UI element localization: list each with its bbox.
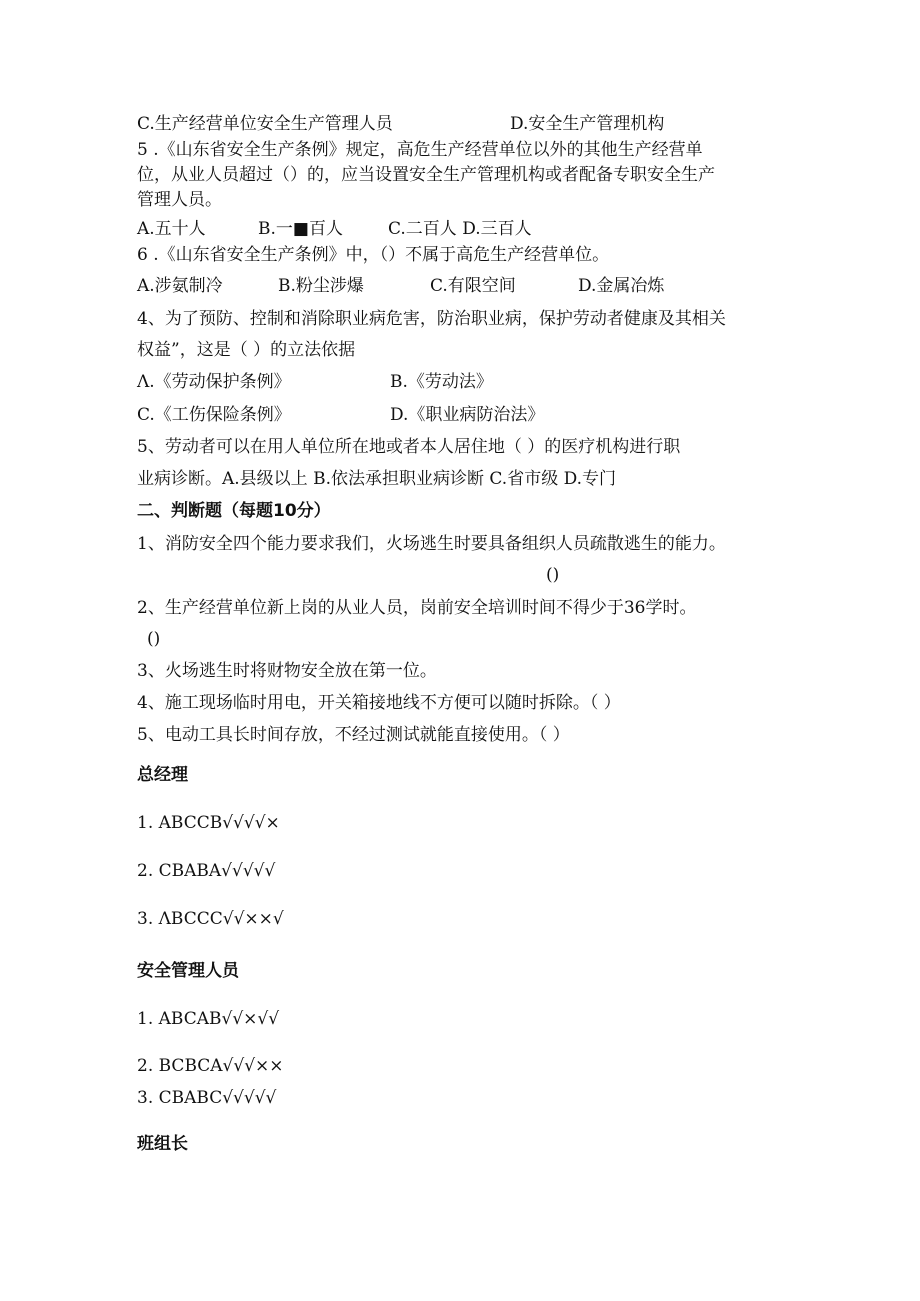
question-text: 6 .《山东省安全生产条例》中，（）不属于高危生产经营单位。 bbox=[137, 245, 610, 265]
answer-group-title: 安全管理人员 bbox=[137, 961, 239, 981]
answer-line: 1. ABCAB√√×√√ bbox=[137, 1009, 280, 1029]
option-a: Λ.《劳动保护条例》 bbox=[137, 372, 291, 392]
option-b: B.一■百人 bbox=[258, 219, 343, 239]
judgment-item: 1、消防安全四个能力要求我们，火场逃生时要具备组织人员疏散逃生的能力。 bbox=[137, 534, 726, 554]
option-a: A.五十人 bbox=[137, 219, 206, 239]
option-d: D.《职业病防治法》 bbox=[390, 405, 545, 425]
option-line-d: D.安全生产管理机构 bbox=[510, 114, 665, 134]
question-text: 位，从业人员超过（）的，应当设置安全生产管理机构或者配备专职安全生产 bbox=[137, 165, 715, 185]
answer-group-title: 总经理 bbox=[137, 765, 188, 785]
option-b: B.粉尘涉爆 bbox=[278, 276, 364, 296]
answer-line: 2. BCBCA√√√×× bbox=[137, 1056, 284, 1076]
judgment-item: 4、施工现场临时用电，开关箱接地线不方便可以随时拆除。（ ） bbox=[137, 693, 621, 713]
judgment-item: 2、生产经营单位新上岗的从业人员，岗前安全培训时间不得少于36学时。 bbox=[137, 598, 697, 618]
question-text: 5 .《山东省安全生产条例》规定，高危生产经营单位以外的其他生产经营单 bbox=[137, 140, 703, 160]
question-text: 管理人员。 bbox=[137, 190, 222, 210]
judgment-item: 3、火场逃生时将财物安全放在第一位。 bbox=[137, 661, 437, 681]
judgment-item: 5、电动工具长时间存放，不经过测试就能直接使用。（ ） bbox=[137, 725, 570, 745]
question-text: 5、劳动者可以在用人单位所在地或者本人居住地（ ）的医疗机构进行职 bbox=[137, 437, 681, 457]
question-text: 4、为了预防、控制和消除职业病危害，防治职业病，保护劳动者健康及其相关 bbox=[137, 309, 726, 329]
option-c: C.有限空间 bbox=[430, 276, 516, 296]
answer-line: 1. ABCCB√√√√× bbox=[137, 813, 280, 833]
section-title: 二、判断题（每题10分） bbox=[137, 501, 331, 521]
option-d: D.金属冶炼 bbox=[578, 276, 665, 296]
option-line-c: C.生产经营单位安全生产管理人员 bbox=[137, 114, 393, 134]
option-cd: C.二百人 D.三百人 bbox=[388, 219, 532, 239]
answer-group-title: 班组长 bbox=[137, 1134, 188, 1154]
question-text: 权益”，这是（ ）的立法依据 bbox=[137, 340, 356, 360]
option-c: C.《工伤保险条例》 bbox=[137, 405, 291, 425]
option-b: B.《劳动法》 bbox=[390, 372, 493, 392]
answer-line: 3. CBABC√√√√√ bbox=[137, 1088, 277, 1108]
option-a: A.涉氨制冷 bbox=[137, 276, 223, 296]
answer-paren: () bbox=[546, 565, 560, 585]
answer-paren: () bbox=[147, 629, 161, 649]
answer-line: 3. ΛBCCC√√××√ bbox=[137, 909, 284, 929]
question-text: 业病诊断。A.县级以上 B.依法承担职业病诊断 C.省市级 D.专门 bbox=[137, 469, 617, 489]
answer-line: 2. CBABA√√√√√ bbox=[137, 861, 276, 881]
